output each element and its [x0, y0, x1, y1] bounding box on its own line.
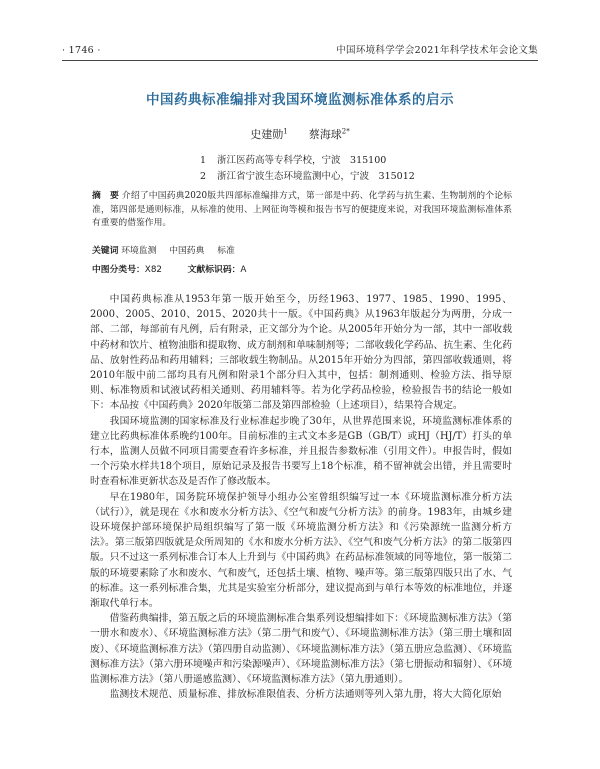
page-number: · 1746 ·: [62, 45, 101, 56]
journal-name: 中国环境科学学会2021年科学技术年会论文集: [336, 45, 538, 56]
author-name: 蔡海球: [308, 128, 342, 141]
affiliation-text: 浙江省宁波生态环境监测中心，宁波 315012: [217, 171, 415, 182]
author-name: 史建勋: [250, 128, 284, 141]
body-paragraph: 我国环境监测的国家标准及行业标准起步晚了30年，从世界范围来说，环境监测标准体系的建立比药典标准体系晚约100年。目前标准的主式文本多是GB（GB/T）或HJ（HJ/T）打头的单行本，监测人员做不同项目需要查看许多标准，并且报告参数标准（引用文件）。申报告时，假如一个污染水样共18个项目，原始记录及报告书要写上18个标准，稍不留神就会出错，并且需要时时查看标准更新状态及是否作了修改版本。: [90, 415, 512, 488]
body-text: [90, 292, 512, 702]
clc-value: X82: [144, 265, 163, 275]
body-paragraph: 中国药典标准从1953年第一版开始至今，历经1963、1977、1985、1990、1995、2000、2005、2010、2015、2020共十一版。《中国药典》从1963年版起分为两册，分成一部、二部，每部前有凡例，后有附录，正文部分为个论。从2005年开始分为一部，其中一部收载中药材和饮片、植物油脂和提取物、成方制剂和单味制剂等；二部收载化学药品、抗生素、生化药品、放射性药品和药用辅料；三部收载生物制品。从2015年开始分为四部，第四部收载通则，将2010年版中前二部均具有凡例和附录1个部分归入其中，包括：制剂通则、检验方法、指导原则、标准物质和试液试药相关通则、药用辅料等。若为化学药品检验，检验报告书的结论一般如下：本品按《中国药典》2020年版第二部及第四部检验（上述项目），结果符合规定。: [90, 294, 512, 412]
doc-code-value: A: [240, 265, 247, 275]
body-paragraph: 早在1980年，国务院环境保护领导小组办公室曾组织编写过一本《环境监测标准分析方法（试行）》，就是现在《水和废水分析方法》、《空气和废气分析方法》的前身。1983年，由城乡建设环境保护部环境保护局组织编写了第一版《环境监测分析方法》和《污染源统一监测分析方法》。第三版第四版就是众所周知的《水和废水分析方法》、《空气和废气分析方法》的第二版第四版。只不过这一系列标准合订本人上升到与《中国药典》在药品标准领域的同等地位，第一版第二版的环境要素除了水和废水、气和废气，还包括土壤、植物、噪声等。第三版第四版只出了水、气的标准。这一系列标准合集，尤其是实验室分析部分，建议提高到与单行本等效的标准地位，并逐渐取代单行本。: [90, 491, 512, 610]
keywords-label: 关键词: [92, 246, 119, 256]
affiliation: [200, 168, 415, 182]
affiliation-text: 浙江医药高等专科学校，宁波 315100: [217, 155, 387, 166]
keywords: [92, 243, 512, 256]
body-paragraph: 监测技术规范、质量标准、排放标准限值表、分析方法通则等列入第九册，将大大简化原始: [109, 689, 502, 701]
clc-label: 中图分类号：: [92, 265, 145, 275]
body-paragraph: 借鉴药典编排，第五版之后的环境监测标准合集系列设想编排如下：《环境监测标准方法》（第一册水和废水）、《环境监测标准方法》（第二册气和废气）、《环境监测标准方法》（第三册土壤和固废）、《环境监测标准方法》（第四册自动监测）、《环境监测标准方法》（第五册应急监测）、《环境监测标准方法》（第六册环境噪声和污染源噪声）、《环境监测标准方法》（第七册振动和辐射）、《环境监测标准方法》（第八册遥感监测）、《环境监测标准方法》（第九册通则）。: [90, 613, 512, 686]
running-header: [62, 40, 538, 56]
keyword: 环境监测: [121, 246, 157, 256]
doc-code-label: 文献标识码：: [187, 265, 241, 275]
affiliation-number: 1: [200, 155, 207, 166]
keyword: 标准: [217, 246, 235, 256]
classification-line: [92, 262, 246, 275]
author-list: [62, 126, 538, 142]
affiliation-number: 2: [200, 171, 207, 182]
abstract-text: 介绍了中国药典2020版共四部标准编排方式，第一部是中药、化学药与抗生素、生物制剂的个论标准，第四部是通则标准，从标准的使用、上网征询等模和报告书写的便捷度来说，对我国环境监测标准体系有重要的借鉴作用。: [92, 191, 512, 228]
author-superscript: 1: [283, 127, 288, 136]
paper-title: 中国药典标准编排对我国环境监测标准体系的启示: [146, 92, 454, 108]
keyword: 中国药典: [169, 246, 205, 256]
author-superscript: 2*: [341, 127, 350, 136]
abstract: [92, 190, 512, 231]
header-divider: [62, 60, 538, 61]
affiliation: [200, 152, 386, 166]
abstract-label: 摘 要: [92, 191, 119, 201]
